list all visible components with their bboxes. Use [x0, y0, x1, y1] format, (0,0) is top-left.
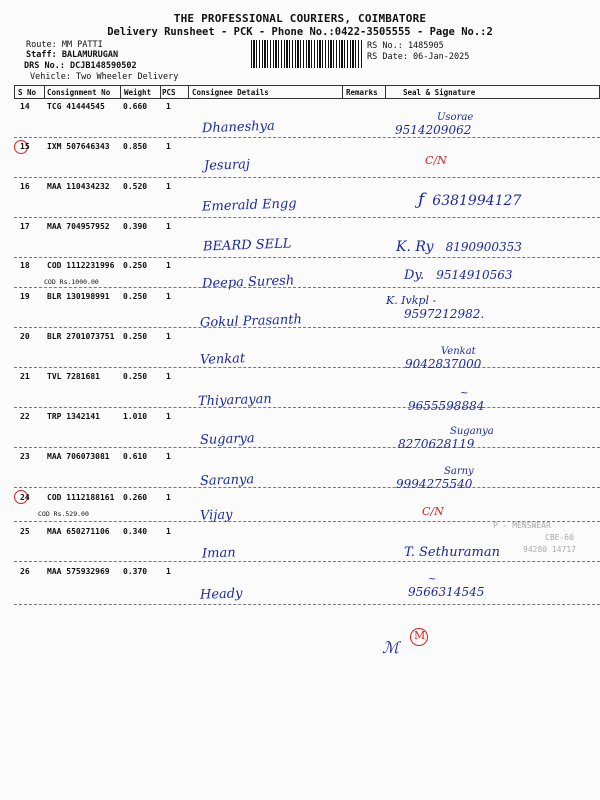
row-consignment: COD 1112188161: [47, 493, 115, 502]
cn-mark: C/N: [422, 505, 444, 518]
row-weight: 0.390: [123, 222, 148, 231]
row-sno: 21: [20, 372, 30, 381]
stamp-text: CBE-60: [545, 533, 574, 542]
row-weight: 0.520: [123, 182, 148, 191]
signature-phone: 8270628119: [398, 437, 475, 451]
row-pcs: 1: [166, 182, 171, 191]
row-weight: 0.660: [123, 102, 148, 111]
rs-number: RS No.: 1485905: [367, 41, 444, 51]
consignee-handwritten: Iman: [201, 545, 236, 562]
row-pcs: 1: [166, 222, 171, 231]
row-pcs: 1: [166, 493, 171, 502]
signature: [404, 264, 513, 283]
row-consignment: TCG 41444545: [47, 102, 105, 111]
row-pcs: 1: [166, 527, 171, 536]
consignee-handwritten: Saranya: [199, 472, 255, 489]
row-divider: [14, 447, 600, 448]
signature-phone: 8190900353: [445, 240, 522, 254]
row-weight: 0.850: [123, 142, 148, 151]
consignee-handwritten: Venkat: [199, 351, 246, 368]
col-divider: [44, 85, 45, 98]
signature-mark: Venkat: [441, 346, 476, 357]
rs-date: RS Date: 06-Jan-2025: [367, 52, 470, 62]
row-sno: 18: [20, 261, 30, 270]
col-header-consignee: Consignee Details: [192, 88, 269, 97]
signature-mark: Usorae: [437, 112, 474, 123]
signature-mark: K. Ivkpl -: [386, 294, 437, 307]
signature-phone: 9042837000: [405, 357, 482, 371]
row-pcs: 1: [166, 567, 171, 576]
row-weight: 0.370: [123, 567, 148, 576]
signature-mark: Dy.: [404, 268, 425, 283]
row-sno: 17: [20, 222, 30, 231]
row-consignment: TRP 1342141: [47, 412, 100, 421]
signature-phone: 6381994127: [432, 193, 522, 209]
col-header-remarks: Remarks: [346, 88, 378, 97]
signature: [396, 236, 522, 255]
row-weight: 0.250: [123, 261, 148, 270]
table-top-border: [14, 85, 600, 86]
consignee-handwritten: Sugarya: [199, 431, 255, 448]
row-sno: 16: [20, 182, 30, 191]
col-header-weight: Weight: [124, 88, 152, 97]
shop-stamp: [493, 520, 576, 556]
company-title: THE PROFESSIONAL COURIERS, COIMBATORE: [173, 12, 427, 25]
signature-mark: Sarny: [444, 466, 474, 477]
consignee-handwritten: Emerald Engg: [201, 196, 297, 215]
barcode: [251, 40, 362, 68]
row-weight: 0.250: [123, 332, 148, 341]
row-divider: [14, 367, 600, 368]
signature-phone: 9597212982.: [404, 307, 485, 321]
row-divider: [14, 287, 600, 288]
signature: [396, 466, 474, 491]
footer-mark-letter: M: [414, 629, 426, 642]
red-circle-mark: [410, 628, 428, 646]
stamp-text: P - MENSWEAR: [493, 521, 551, 530]
signature: [395, 112, 473, 137]
row-sno: 25: [20, 527, 30, 536]
row-divider: [14, 327, 600, 328]
consignee-handwritten: BEARD SELL: [202, 236, 292, 255]
row-pcs: 1: [166, 452, 171, 461]
signature: T. Sethuraman: [404, 545, 501, 560]
row-sno: 15: [20, 142, 30, 151]
footer-initials: ℳ: [382, 638, 400, 657]
consignee-handwritten: Thiyarayan: [197, 391, 272, 410]
col-divider: [385, 85, 386, 98]
row-consignment: IXM 507646343: [47, 142, 110, 151]
signature-phone: 9994275540: [396, 477, 473, 491]
row-consignment: BLR 2701073751: [47, 332, 115, 341]
signature: [405, 346, 481, 371]
consignee-handwritten: Dhaneshya: [201, 118, 276, 137]
signature-mark: Suganya: [450, 426, 494, 437]
row-consignment: MAA 575932969: [47, 567, 110, 576]
row-consignment: MAA 704957952: [47, 222, 110, 231]
row-sno: 26: [20, 567, 30, 576]
col-header-sno: S No: [18, 88, 37, 97]
row-pcs: 1: [166, 292, 171, 301]
col-header-signature: Seal & Signature: [403, 88, 476, 97]
row-weight: 0.610: [123, 452, 148, 461]
col-divider: [188, 85, 189, 98]
row-sno: 23: [20, 452, 30, 461]
row-weight: 0.340: [123, 527, 148, 536]
drs-number: DRS No.: DCJB148590502: [24, 61, 137, 71]
col-divider: [342, 85, 343, 98]
row-sno: 22: [20, 412, 30, 421]
row-divider: [14, 137, 600, 138]
row-pcs: 1: [166, 142, 171, 151]
row-consignment: MAA 650271106: [47, 527, 110, 536]
consignee-handwritten: Jesuraj: [203, 157, 251, 174]
col-header-consignment: Consignment No: [47, 88, 111, 97]
row-consignment: MAA 110434232: [47, 182, 110, 191]
col-divider: [14, 85, 15, 98]
signature: ~ 9566314545: [408, 574, 485, 599]
signature-mark: K. Ry: [396, 239, 434, 255]
signature-phone: 9514910563: [436, 268, 513, 282]
row-pcs: 1: [166, 261, 171, 270]
row-divider: [14, 561, 600, 562]
row-consignment: BLR 130198991: [47, 292, 110, 301]
header-bottom-border: [14, 98, 600, 99]
consignee-handwritten: Heady: [199, 586, 243, 603]
row-divider: [14, 604, 600, 605]
row-sno: 24: [20, 493, 30, 502]
staff-label: Staff: BALAMURUGAN: [26, 50, 119, 60]
row-divider: [14, 407, 600, 408]
row-weight: 0.250: [123, 292, 148, 301]
row-sno: 14: [20, 102, 30, 111]
row-pcs: 1: [166, 102, 171, 111]
row-pcs: 1: [166, 372, 171, 381]
cod-amount: COD Rs.1000.00: [44, 278, 99, 286]
consignee-handwritten: Deepa Suresh: [201, 273, 295, 292]
row-pcs: 1: [166, 332, 171, 341]
consignee-handwritten: Vijay: [199, 507, 233, 524]
row-divider: [14, 177, 600, 178]
signature: [398, 426, 494, 451]
signature-phone: 9655598884: [408, 399, 485, 413]
row-pcs: 1: [166, 412, 171, 421]
col-divider: [160, 85, 161, 98]
vehicle-label: Vehicle: Two Wheeler Delivery: [30, 72, 179, 82]
row-weight: 0.250: [123, 372, 148, 381]
row-weight: 0.260: [123, 493, 148, 502]
signature-phone: 9514209062: [395, 123, 472, 137]
row-consignment: COD 1112231996: [47, 261, 115, 270]
consignee-handwritten: Gokul Prasanth: [199, 312, 303, 331]
row-divider: [14, 257, 600, 258]
row-divider: [14, 217, 600, 218]
signature: [386, 294, 484, 321]
route-label: Route: MM PATTI: [26, 40, 103, 50]
row-sno: 19: [20, 292, 30, 301]
row-consignment: TVL 7281681: [47, 372, 100, 381]
signature-phone: 9566314545: [408, 585, 485, 599]
col-divider: [120, 85, 121, 98]
cn-mark: C/N: [425, 154, 447, 167]
cod-amount: COD Rs.529.00: [38, 510, 89, 518]
signature: ~ 9655598884: [408, 388, 485, 413]
row-divider: [14, 487, 600, 488]
runsheet-subtitle: Delivery Runsheet - PCK - Phone No.:0422-3505555 - Page No.:2: [107, 26, 493, 38]
row-sno: 20: [20, 332, 30, 341]
row-weight: 1.010: [123, 412, 148, 421]
stamp-text: 94280 14717: [523, 545, 576, 554]
col-header-pcs: PCS: [162, 88, 176, 97]
signature: ƒ 6381994127: [418, 190, 522, 210]
row-consignment: MAA 706073081: [47, 452, 110, 461]
